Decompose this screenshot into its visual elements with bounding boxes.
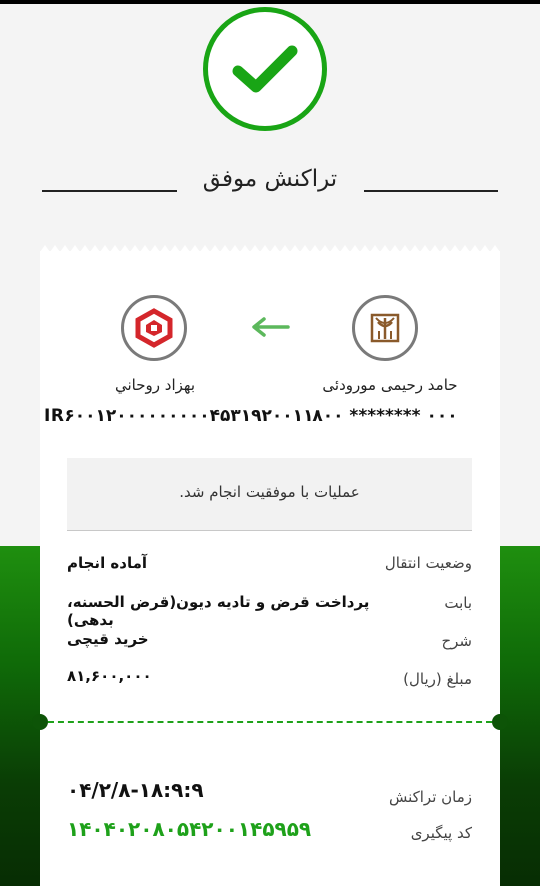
title-row <box>0 166 540 206</box>
detail-label-amount: مبلغ (ریال) <box>403 670 472 688</box>
receipt-notch-right <box>492 714 508 730</box>
receipt-zigzag-edge <box>40 243 500 252</box>
title-divider-left <box>42 190 177 192</box>
status-message: عملیات با موفقیت انجام شد. <box>179 483 360 501</box>
detail-label-reason: بابت <box>444 594 472 612</box>
tracking-code-label: کد پیگیری <box>410 824 472 842</box>
title-divider-right <box>364 190 498 192</box>
top-bar <box>0 0 540 4</box>
receiver-name: بهزاد روحاني <box>115 376 195 394</box>
detail-value-status: آماده انجام <box>67 554 148 572</box>
receipt-dashed-divider <box>48 721 492 723</box>
tracking-code-value: ۱۴۰۴۰۲۰۸۰۵۴۲۰۰۱۴۵۹۵۹ <box>67 817 312 841</box>
success-check-icon <box>203 7 327 131</box>
page-title: تراكنش موفق <box>202 166 338 192</box>
bank-logo-red-icon <box>121 295 187 361</box>
bank-logo-tree-icon <box>352 295 418 361</box>
detail-value-amount: ۸۱,۶۰۰,۰۰۰ <box>67 667 152 685</box>
transaction-time-label: زمان تراکنش <box>388 788 472 806</box>
detail-value-reason: پرداخت قرض و تادیه دیون(قرض الحسنه، بدهی) <box>67 593 370 629</box>
detail-label-status: وضعیت انتقال <box>384 554 472 572</box>
sender-name: حامد رحیمی مورودئی <box>322 376 458 394</box>
transaction-time-value: ۰۴/۲/۸-۱۸:۹:۹ <box>67 778 204 802</box>
receipt-notch-left <box>32 714 48 730</box>
detail-label-description: شرح <box>441 632 472 650</box>
status-message-box <box>67 458 472 531</box>
receiver-iban: IR۶۰۰۱۲۰۰۰۰۰۰۰۰۰۴۵۳۱۹۲۰۰۱۱ <box>44 406 314 426</box>
detail-value-description: خرید قیچی <box>67 630 149 648</box>
sender-account: ۸۰۰ ******** ۰۰۰ <box>312 406 458 426</box>
arrow-left-icon <box>250 317 290 337</box>
